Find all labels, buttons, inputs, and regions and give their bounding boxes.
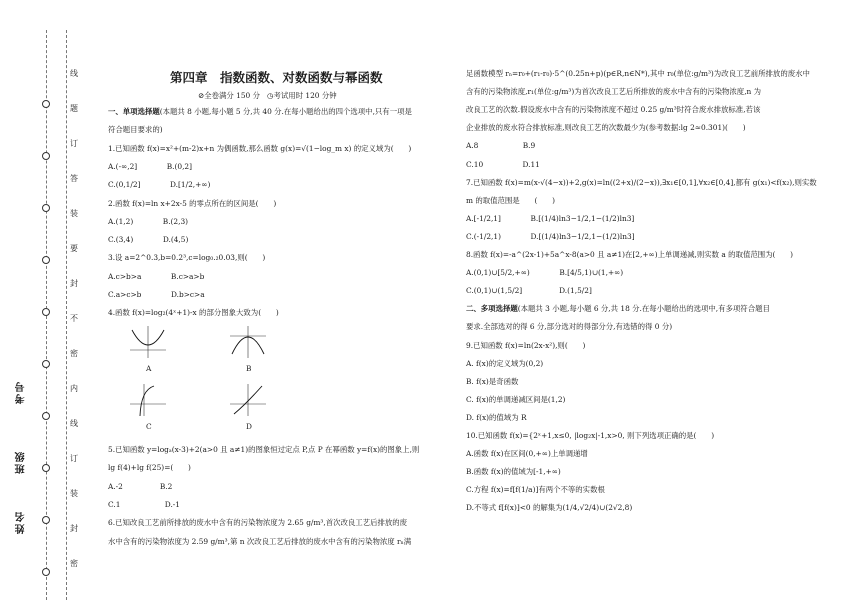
left-column-bottom-line: A.-2 B.2: [108, 481, 173, 491]
left-column-line: C.a>c>b D.b>c>a: [108, 290, 205, 299]
right-column-line: 8.函数 f(x)=-a^(2x-1)+5a^x-8(a>0 且 a≠1)在[2,+∞)上单调递减,则实数 a 的取值范围为( ): [466, 250, 794, 259]
left-column-bottom-line: 6.已知改良工艺前所排放的废水中含有的污染物浓度为 2.65 g/m³,首次改良工艺后排放的废: [108, 518, 408, 528]
margin-char: 装: [70, 489, 78, 498]
left-column: [108, 106, 450, 326]
right-column-line: C.(-1/2,1) D.[(1/4)ln3−1/2,1−(1/2)ln3]: [466, 231, 635, 241]
margin-char: 订: [70, 139, 78, 148]
right-column: [466, 68, 838, 538]
graph-a: [128, 324, 168, 360]
binding-hole: [42, 568, 50, 576]
left-column-line: 3.设 a=2^0.3,b=0.2³,c=log₀.₂0.03,则( ): [108, 253, 266, 263]
margin-char: 线: [70, 419, 78, 428]
binding-hole: [42, 308, 50, 316]
margin-char: 订: [70, 454, 78, 463]
right-column-line: 10.已知函数 f(x)={2ˣ+1,x≤0, |log₂x|-1,x>0, 则下列选项正确的是( ): [466, 431, 715, 440]
binding-margin: [0, 0, 100, 608]
page-title: 第四章 指数函数、对数函数与幂函数: [170, 70, 383, 85]
binding-hole: [42, 204, 50, 212]
time-limit: 考试用时 120 分钟: [273, 91, 337, 100]
right-column-line: A.[-1/2,1] B.[(1/4)ln3−1/2,1−(1/2)ln3]: [466, 213, 635, 223]
left-column-bottom-line: lg f(4)+lg f(25)=( ): [108, 463, 191, 473]
left-column-line: A.c>b>a B.c>a>b: [108, 271, 205, 281]
graph-c: [128, 382, 168, 418]
graph-label-d: D: [246, 422, 252, 431]
right-column-line: A. f(x)的定义域为(0,2): [466, 358, 544, 368]
binding-hole: [42, 152, 50, 160]
left-column-line: 2.函数 f(x)=ln x+2x-5 的零点所在的区间是( ): [108, 198, 277, 208]
right-column-line: 9.已知函数 f(x)=ln(2x-x²),则( ): [466, 340, 586, 350]
left-column-line: 1.已知函数 f(x)=x²+(m-2)x+n 为偶函数,那么函数 g(x)=√(1−log_m x) 的定义域为( ): [108, 143, 412, 153]
margin-char: 密: [70, 559, 78, 568]
right-column-line: m 的取值范围是 ( ): [466, 195, 556, 205]
field-class: 班级: [16, 450, 27, 474]
margin-char: 不: [70, 314, 78, 323]
binding-hole: [42, 100, 50, 108]
binding-hole: [42, 256, 50, 264]
right-column-line: 足函数模型 rₙ=r₀+(r₁-r₀)·5^(0.25n+p)(p∈R,n∈N*),其中 r₀(单位:g/m³)为改良工艺前所排放的废水中: [466, 69, 810, 78]
field-name: 姓名: [16, 510, 27, 534]
right-column-line: D. f(x)的值域为 R: [466, 412, 527, 422]
margin-char: 密: [70, 349, 78, 358]
left-column-line: A.(-∞,2] B.(0,2]: [108, 161, 193, 171]
left-column-line: C.(0,1/2] D.[1/2,+∞): [108, 180, 211, 190]
right-column-line: A.(0,1)∪[5/2,+∞) B.[4/5,1)∪(1,+∞): [466, 268, 624, 278]
right-column-line: A.8 B.9: [466, 141, 536, 151]
margin-char: 答: [70, 174, 78, 183]
right-column-line: C.(0,1)∪(1,5/2] D.(1,5/2]: [466, 286, 592, 296]
section-heading: 二、多项选择题: [466, 304, 518, 314]
cut-line-far: [66, 30, 67, 600]
right-column-line: D.不等式 f[f(x)]<0 的解集为(1/4,√2/4)∪(2√2,8): [466, 503, 633, 513]
field-exam-number: 考号: [16, 380, 27, 404]
graph-label-c: C: [146, 422, 152, 431]
left-column-line: 一、单项选择题(本题共 8 小题,每小题 5 分,共 40 分.在每小题给出的四个选项中,只有一项是: [108, 107, 412, 116]
graph-label-b: B: [246, 364, 252, 373]
right-column-line: C. f(x)的单调递减区间是(1,2): [466, 394, 566, 404]
binding-hole: [42, 412, 50, 420]
left-column-line: 符合题目要求的): [108, 125, 163, 135]
right-column-line: 7.已知函数 f(x)=m(x-√(4−x))+2,g(x)=ln((2+x)/(2−x)),∃x₁∈[0,1],∀x₂∈[0,4],都有 g(x₁)<f(x₂),则实数: [466, 177, 817, 187]
exam-meta: [198, 90, 337, 101]
right-column-line: C.10 D.11: [466, 159, 540, 169]
left-column-line: A.(1,2) B.(2,3): [108, 216, 189, 226]
right-column-line: C.方程 f(x)=f[f(1/a)]有两个不等的实数根: [466, 485, 605, 495]
right-column-line: 要求.全部选对的得 6 分,部分选对的得部分分,有选错的得 0 分): [466, 322, 673, 332]
graph-b: [228, 324, 268, 360]
score-icon: ⊘: [198, 91, 205, 100]
left-column-bottom-line: C.1 D.-1: [108, 499, 180, 509]
right-column-line: 二、多项选择题(本题共 3 小题,每小题 6 分,共 18 分.在每小题给出的选项中,有多项符合题目: [466, 304, 770, 314]
total-score: 全卷满分 150 分: [204, 91, 260, 100]
left-column-line: C.(3,4) D.(4,5): [108, 235, 189, 245]
margin-char: 封: [70, 279, 78, 288]
section-heading: 一、单项选择题: [108, 107, 160, 116]
margin-char: 装: [70, 209, 78, 218]
right-column-line: 含有的污染物浓度,r₁(单位:g/m³)为首次改良工艺后所排放的废水中含有的污染物浓度,n 为: [466, 87, 762, 97]
right-column-line: B. f(x)是奇函数: [466, 376, 519, 386]
graph-label-a: A: [146, 364, 152, 373]
left-column-bottom-line: 水中含有的污染物浓度为 2.59 g/m³,第 n 次改良工艺后排放的废水中含有的污染物浓度 rₙ满: [108, 536, 412, 546]
margin-char: 题: [70, 104, 78, 113]
binding-hole: [42, 464, 50, 472]
left-column-bottom: [108, 444, 450, 554]
q4-graph-options: [128, 324, 428, 444]
margin-char: 要: [70, 244, 78, 253]
margin-char: 内: [70, 384, 78, 393]
left-column-line: 4.函数 f(x)=log₂(4ˣ+1)-x 的部分图象大致为( ): [108, 308, 279, 318]
margin-char: 封: [70, 524, 78, 533]
right-column-line: 企业排放的废水符合排放标准,则改良工艺的次数最少为(参考数据:lg 2≈0.301)( ): [466, 123, 746, 133]
right-column-line: B.函数 f(x)的值域为[-1,+∞): [466, 467, 561, 477]
margin-char: 线: [70, 69, 78, 78]
binding-hole: [42, 516, 50, 524]
graph-d: [228, 382, 268, 418]
binding-hole: [42, 360, 50, 368]
clock-icon: ◷: [267, 91, 274, 100]
right-column-line: A.函数 f(x)在区间(0,+∞)上单调递增: [466, 449, 588, 459]
left-column-bottom-line: 5.已知函数 y=logₐ(x-3)+2(a>0 且 a≠1)的图象恒过定点 P,点 P 在幂函数 y=f(x)的图象上,则: [108, 445, 420, 454]
right-column-line: 改良工艺的次数.假设废水中含有的污染物浓度不超过 0.25 g/m³时符合废水排放标准,若该: [466, 105, 761, 115]
